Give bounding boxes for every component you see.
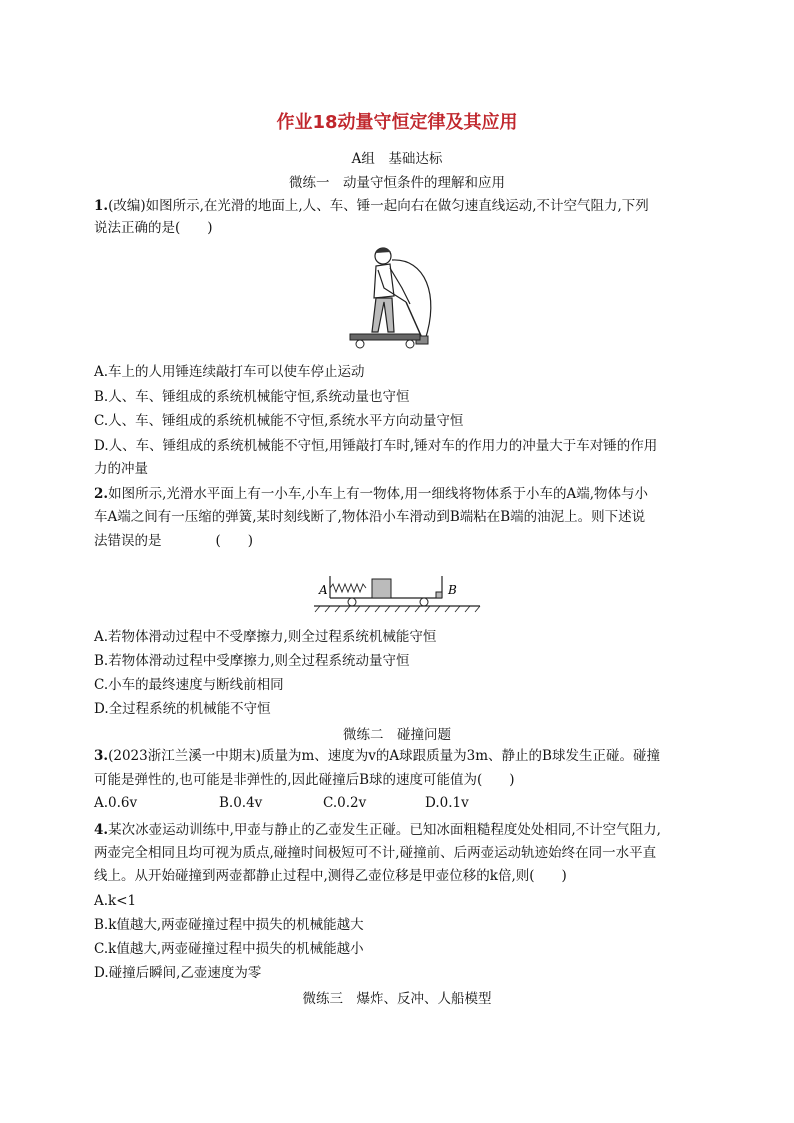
q2-option-a: A.若物体滑动过程中不受摩擦力,则全过程系统机械能守恒 (94, 629, 437, 645)
page-title: 作业18动量守恒定律及其应用 (276, 112, 518, 133)
q1-option-d-line2: 力的冲量 (94, 461, 148, 477)
q1-option-d-line1: D.人、车、锤组成的系统机械能不守恒,用锤敲打车时,锤对车的作用力的冲量大于车对锤的作用 (94, 438, 658, 454)
q4-stem-line1: 4.某次冰壶运动训练中,甲壶与静止的乙壶发生正碰。已知冰面粗糙程度处处相同,不计空气阻力, (94, 822, 661, 838)
q2-option-b: B.若物体滑动过程中受摩擦力,则全过程系统动量守恒 (94, 653, 410, 669)
q1-option-a: A.车上的人用锤连续敲打车可以使车停止运动 (94, 364, 365, 380)
q2-label-b: B (448, 583, 457, 597)
q2-number: 2. (94, 486, 109, 502)
q1-figure-person-on-cart (340, 240, 440, 355)
q4-option-b: B.k值越大,两壶碰撞过程中损失的机械能越大 (94, 917, 364, 933)
q3-option-a: A.0.6v (94, 795, 138, 811)
q3-number: 3. (94, 748, 109, 764)
q4-stem-line2: 两壶完全相同且均可视为质点,碰撞时间极短可不计,碰撞前、后两壶运动轨迹始终在同一水平直 (94, 845, 657, 861)
q2-stem-line1: 2.如图所示,光滑水平面上有一小车,小车上有一物体,用一细线将物体系于小车的A端,物体与小 (94, 486, 649, 502)
q2-option-c: C.小车的最终速度与断线前相同 (94, 677, 284, 693)
q4-stem-line3: 线上。从开始碰撞到两壶都静止过程中,测得乙壶位移是甲壶位移的k倍,则( ) (94, 868, 567, 884)
q3-option-c: C.0.2v (323, 795, 367, 811)
q3-stem-line1: 3.(2023浙江兰溪一中期末)质量为m、速度为v的A球跟质量为3m、静止的B球发生正碰。碰撞 (94, 748, 660, 764)
q3-options-row (94, 795, 694, 815)
q3-stem-line2: 可能是弹性的,也可能是非弹性的,因此碰撞后B球的速度可能值为( ) (94, 772, 515, 788)
section-heading-2: 微练二 碰撞问题 (343, 727, 451, 743)
q1-stem-line2: 说法正确的是( ) (94, 220, 213, 236)
q2-option-d: D.全过程系统的机械能不守恒 (94, 701, 271, 717)
q4-option-c: C.k值越大,两壶碰撞过程中损失的机械能越小 (94, 941, 364, 957)
section-heading-1: 微练一 动量守恒条件的理解和应用 (289, 175, 505, 191)
group-heading: A组 基础达标 (351, 151, 443, 167)
q3-option-d: D.0.1v (425, 795, 469, 811)
q4-option-d: D.碰撞后瞬间,乙壶速度为零 (94, 965, 262, 981)
q2-stem-line2: 车A端之间有一压缩的弹簧,某时刻线断了,物体沿小车滑动到B端粘在B端的油泥上。则下述说 (94, 509, 646, 525)
q1-stem-line1: 1.(改编)如图所示,在光滑的地面上,人、车、锤一起向右在做匀速直线运动,不计空气阻力,下列 (94, 198, 649, 214)
q1-option-b: B.人、车、锤组成的系统机械能守恒,系统动量也守恒 (94, 389, 410, 405)
q4-option-a: A.k<1 (94, 893, 137, 909)
q2-label-a: A (319, 583, 328, 597)
q1-number: 1. (94, 198, 109, 214)
q2-stem-line3: 法错误的是 ( ) (94, 533, 254, 549)
q1-option-c: C.人、车、锤组成的系统机械能不守恒,系统水平方向动量守恒 (94, 413, 464, 429)
q2-figure-cart-spring (312, 570, 482, 618)
q4-number: 4. (94, 822, 109, 838)
section-heading-3: 微练三 爆炸、反冲、人船模型 (302, 991, 492, 1007)
q3-option-b: B.0.4v (219, 795, 263, 811)
